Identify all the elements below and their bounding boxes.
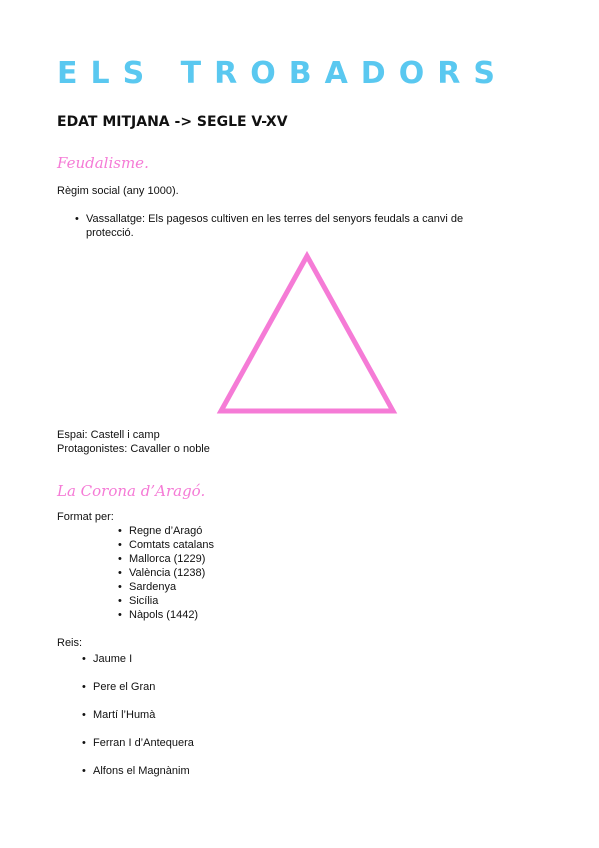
section-heading-corona: La Corona d’Aragó. <box>57 482 206 500</box>
regim-social-text: Règim social (any 1000). <box>57 185 179 197</box>
list-item: • Regne d’Aragó <box>118 525 203 537</box>
list-item: • Sardenya <box>118 581 177 593</box>
list-item: • Sicília <box>118 595 159 607</box>
reis-label: Reis: <box>57 637 83 649</box>
feudal-pyramid-triangle <box>213 250 403 420</box>
section-heading-feudalisme: Feudalisme. <box>57 154 149 172</box>
format-label: Format per: <box>57 511 114 523</box>
page-title: ELS TROBADORS <box>57 56 508 91</box>
vassallatge-text: Vassallatge: Els pagesos cultiven en les terres del senyors feudals a canvi de <box>86 213 464 225</box>
list-item: • Mallorca (1229) <box>118 553 206 565</box>
protagonistes-text: Protagonistes: Cavaller o noble <box>57 443 210 455</box>
list-item: • Ferran I d’Antequera <box>82 737 194 749</box>
list-item: • Alfons el Magnànim <box>82 765 190 777</box>
period-subtitle: EDAT MITJANA -> SEGLE V-XV <box>57 114 288 130</box>
list-item: • Pere el Gran <box>82 681 156 693</box>
list-item: • València (1238) <box>118 567 206 579</box>
list-item-vassallatge: • Vassallatge: Els pagesos cultiven en les terres del senyors feudals a canvi de <box>75 213 464 225</box>
list-item: • Jaume I <box>82 653 133 665</box>
vassallatge-continuation: protecció. <box>86 227 134 239</box>
espai-text: Espai: Castell i camp <box>57 429 160 441</box>
list-item: • Comtats catalans <box>118 539 214 551</box>
list-item: • Nàpols (1442) <box>118 609 199 621</box>
list-item: • Martí l’Humà <box>82 709 156 721</box>
